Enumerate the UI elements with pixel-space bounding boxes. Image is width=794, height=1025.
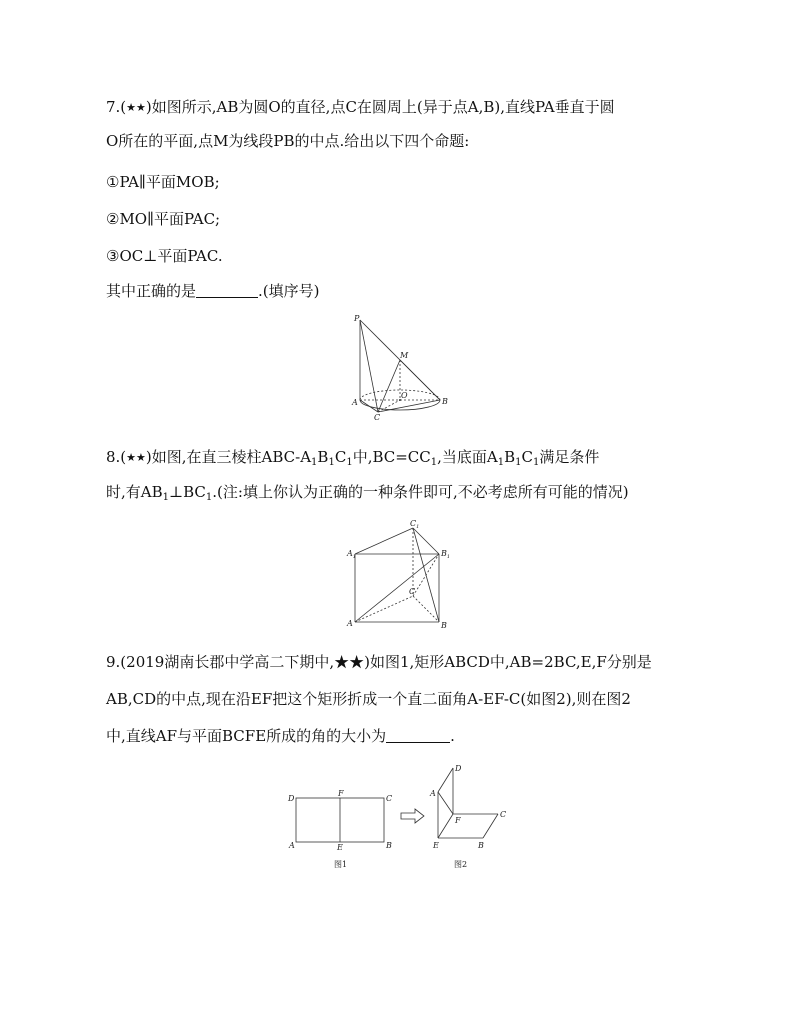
q9-line2: AB,CD的中点,现在沿EF把这个矩形折成一个直二面角A-EF-C(如图2),则在图2 bbox=[106, 690, 631, 708]
q7-label-o: O bbox=[401, 391, 408, 400]
q8-label-b: B bbox=[441, 621, 447, 630]
q7-label-b: B bbox=[442, 397, 448, 406]
q8-line1: 8.(★★)如图,在直三棱柱ABC-$A_1B_1C_1$中$,BC=CC_1$,当底面$A_1B_1C_1$满足条件 bbox=[106, 448, 600, 468]
q8-label-c: C bbox=[409, 587, 416, 596]
q8-label-c1: $C_1$ bbox=[410, 519, 420, 530]
q7-label-a: A bbox=[352, 398, 358, 407]
difficulty-star-icon: ★★ bbox=[126, 101, 146, 114]
q8-label-a1: $A_1$ bbox=[347, 549, 356, 560]
q9-line1: 9.(2019湖南长郡中学高二下期中,★★)如图1,矩形ABCD中,AB=2BC,E,F分别是 bbox=[106, 653, 652, 671]
q9-fig1-label-e: E bbox=[337, 843, 343, 852]
q7-proposition-3: ③OC⊥平面PAC. bbox=[106, 247, 223, 265]
difficulty-star-icon: ★★ bbox=[126, 451, 146, 464]
q8-line2: 时,有$AB_1\perp BC_1$.(注:填上你认为正确的一种条件即可,不必考虑所有可能的情况) bbox=[106, 483, 629, 503]
q9-line3: 中,直线AF与平面BCFE所成的角的大小为 . bbox=[106, 727, 455, 745]
q7-question: 其中正确的是 .(填序号) bbox=[106, 282, 320, 300]
q9-fig2-label-d: D bbox=[455, 764, 462, 773]
q9-answer-blank[interactable] bbox=[386, 728, 450, 743]
q9-fig1-label-f: F bbox=[338, 789, 344, 798]
q9-fig1-label-c: C bbox=[386, 794, 393, 803]
q7-figure bbox=[340, 310, 460, 420]
q7-label-m: M bbox=[400, 351, 409, 360]
q9-fig2-label-e: E bbox=[433, 841, 439, 850]
q9-fig1-caption: 图1 bbox=[334, 860, 348, 869]
q7-proposition-1: ①PA∥平面MOB; bbox=[106, 173, 220, 191]
q8-label-a: A bbox=[347, 619, 353, 628]
q7-proposition-2: ②MO∥平面PAC; bbox=[106, 210, 221, 228]
q7-line1: 7.(★★)如图所示,AB为圆O的直径,点C在圆周上(异于点A,B),直线PA垂直于圆 bbox=[106, 96, 615, 119]
q8-number: 8.( bbox=[106, 448, 127, 466]
arrow-right-icon bbox=[400, 808, 426, 824]
q9-fig1-label-d: D bbox=[288, 794, 295, 803]
q9-fig2-label-b: B bbox=[478, 841, 484, 850]
q9-fig2-label-f: F bbox=[455, 816, 461, 825]
q9-fig2-caption: 图2 bbox=[454, 860, 468, 869]
q7-label-c: C bbox=[374, 413, 381, 422]
q7-line2: O所在的平面,点M为线段PB的中点.给出以下四个命题: bbox=[106, 132, 470, 150]
q7-number: 7.( bbox=[106, 98, 127, 116]
q7-answer-blank[interactable] bbox=[196, 283, 258, 298]
q9-fig2-label-a: A bbox=[430, 789, 436, 798]
q9-fig1-label-b: B bbox=[386, 841, 392, 850]
q9-figure-2 bbox=[428, 762, 518, 872]
q8-label-b1: $B_1$ bbox=[441, 549, 451, 560]
q8-figure bbox=[345, 518, 455, 630]
q7-label-p: P bbox=[354, 314, 360, 323]
q9-fig1-label-a: A bbox=[289, 841, 295, 850]
q9-fig2-label-c: C bbox=[500, 810, 507, 819]
q9-figure-1 bbox=[286, 788, 396, 872]
